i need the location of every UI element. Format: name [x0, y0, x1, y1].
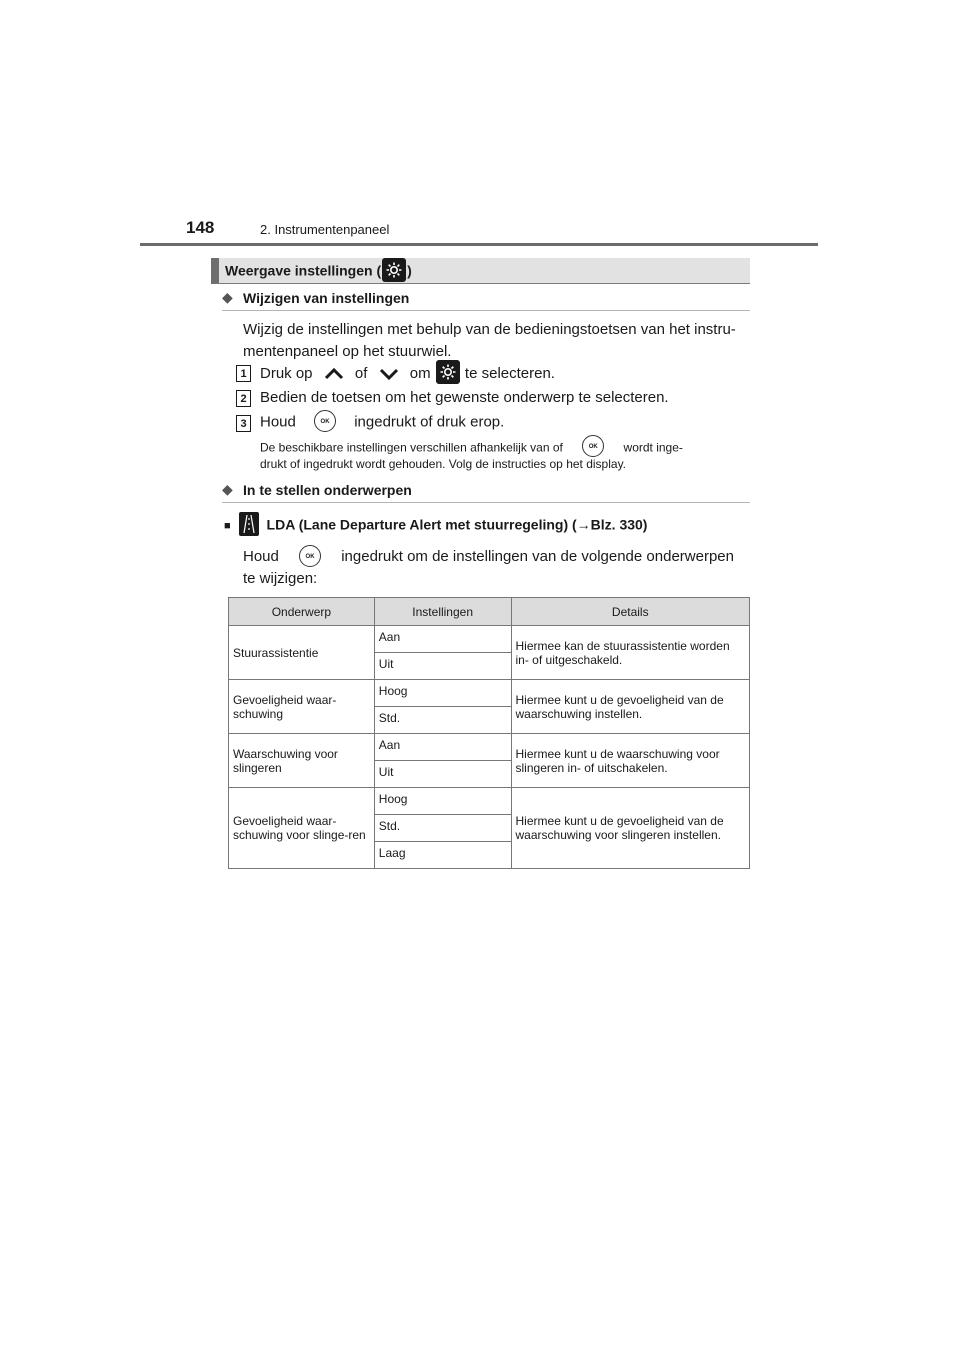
note-line-1 — [260, 440, 744, 457]
square-bullet-icon: ■ — [224, 520, 231, 532]
intro-line-2: mentenpaneel op het stuurwiel. — [243, 343, 452, 360]
row-subject: Gevoeligheid waar-schuwing voor slinge-ren — [229, 788, 375, 869]
row-setting: Std. — [374, 815, 511, 842]
settings-gear-icon — [436, 360, 460, 384]
note-line-2: drukt of ingedrukt wordt gehouden. Volg de instructies op het display. — [260, 457, 627, 471]
intro-line-1: Wijzig de instellingen met behulp van de bedieningstoetsen van het instru- — [243, 321, 736, 338]
step-1-text — [260, 364, 555, 384]
row-setting: Std. — [374, 707, 511, 734]
row-details: Hiermee kunt u de gevoeligheid van de waarschuwing instellen. — [511, 680, 749, 734]
lda-title-text: LDA (Lane Departure Alert met stuurregeling) (→Blz. 330) — [266, 516, 648, 533]
lda-icon — [239, 512, 259, 536]
page-number: 148 — [186, 218, 215, 237]
table-header-row — [229, 598, 750, 626]
header-rule — [140, 243, 818, 246]
row-details: Hiermee kunt u de gevoeligheid van de waarschuwing voor slingeren instellen. — [511, 788, 749, 869]
table-row — [229, 680, 750, 707]
table-row — [229, 626, 750, 653]
ok-button-icon: OK — [299, 545, 321, 567]
row-setting: Uit — [374, 761, 511, 788]
row-setting: Uit — [374, 653, 511, 680]
note-before: De beschikbare instellingen verschillen afhankelijk van of — [260, 440, 563, 455]
chevron-down-icon — [376, 367, 402, 381]
chevron-up-icon — [321, 367, 347, 381]
step-3-text — [260, 413, 504, 432]
row-setting: Laag — [374, 842, 511, 869]
row-details: Hiermee kunt u de waarschuwing voor slingeren in- of uitschakelen. — [511, 734, 749, 788]
settings-gear-icon — [382, 258, 406, 282]
lda-item-title — [224, 516, 647, 536]
step-2-text: Bedien de toetsen om het gewenste onderwerp te selecteren. — [260, 389, 669, 406]
section-title-after: ) — [407, 262, 412, 279]
diamond-icon: ◆ — [222, 289, 233, 305]
subheading-change-settings — [222, 288, 750, 311]
row-details: Hiermee kan de stuurassistentie worden in- of uitgeschakeld. — [511, 626, 749, 680]
note-after: wordt inge- — [623, 440, 683, 455]
subheading-items — [222, 480, 750, 503]
chapter-title: 2. Instrumentenpaneel — [260, 222, 390, 237]
header-subject: Onderwerp — [229, 598, 375, 626]
row-setting: Hoog — [374, 788, 511, 815]
section-title — [225, 262, 412, 282]
header-settings: Instellingen — [374, 598, 511, 626]
step-number: 3 — [236, 415, 251, 432]
header-details: Details — [511, 598, 749, 626]
settings-table — [228, 597, 750, 869]
step-3-part-1: Houd — [260, 413, 296, 431]
step-1-part-1: Druk op — [260, 364, 313, 382]
row-subject: Gevoeligheid waar-schuwing — [229, 680, 375, 734]
section-title-before: Weergave instellingen ( — [225, 262, 382, 279]
ok-button-icon: OK — [314, 410, 336, 432]
step-1-part-3: om — [409, 364, 431, 382]
row-subject: Stuurassistentie — [229, 626, 375, 680]
step-1-part-4: te selecteren. — [464, 364, 555, 382]
row-setting: Aan — [374, 626, 511, 653]
row-setting: Hoog — [374, 680, 511, 707]
step-number: 1 — [236, 365, 251, 382]
hold-before: Houd — [243, 548, 279, 565]
step-1-part-2: of — [354, 364, 368, 382]
table-row — [229, 788, 750, 815]
hold-after: ingedrukt om de instellingen van de volgende onderwerpen — [341, 548, 734, 565]
subheading-title: In te stellen onderwerpen — [243, 482, 412, 498]
row-subject: Waarschuwing voor slingeren — [229, 734, 375, 788]
hold-instruction-line-2: te wijzigen: — [243, 570, 318, 587]
step-number: 2 — [236, 390, 251, 407]
step-3-part-2: ingedrukt of druk erop. — [354, 413, 505, 431]
hold-instruction-line-1 — [243, 546, 745, 568]
section-heading — [211, 258, 750, 284]
diamond-icon: ◆ — [222, 481, 233, 497]
table-row — [229, 734, 750, 761]
ok-button-icon: OK — [582, 435, 604, 457]
subheading-title: Wijzigen van instellingen — [243, 290, 410, 306]
row-setting: Aan — [374, 734, 511, 761]
